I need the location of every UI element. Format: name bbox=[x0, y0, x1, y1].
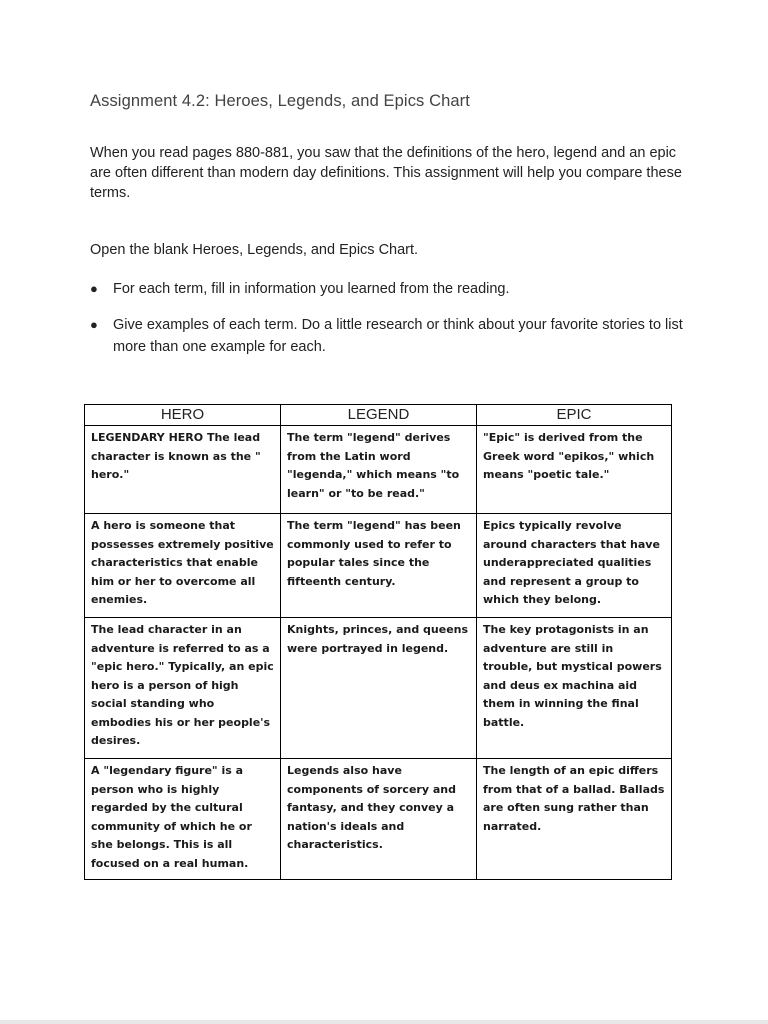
header-hero: HERO bbox=[85, 405, 281, 426]
table-row bbox=[85, 618, 672, 759]
legend-cell: The term "legend" derives from the Latin word "legenda," which means "to learn" or "to be read." bbox=[281, 426, 477, 514]
hero-cell: LEGENDARY HERO The lead character is known as the " hero." bbox=[85, 426, 281, 514]
header-legend: LEGEND bbox=[281, 405, 477, 426]
legend-cell: Legends also have components of sorcery and fantasy, and they convey a nation's ideals and characteristics. bbox=[281, 759, 477, 880]
instruction-list bbox=[90, 278, 690, 372]
epic-cell: The key protagonists in an adventure are still in trouble, but mystical powers and deus ex machina aid them in winning the final battle. bbox=[477, 618, 672, 759]
bullet-icon: ● bbox=[90, 317, 98, 332]
epic-cell: Epics typically revolve around characters that have underappreciated qualities and represent a group to which they belong. bbox=[477, 514, 672, 618]
bullet-text: For each term, fill in information you learned from the reading. bbox=[113, 281, 510, 297]
list-item bbox=[90, 278, 690, 300]
intro-paragraph: When you read pages 880-881, you saw that the definitions of the hero, legend and an epic are often different than modern day definitions. This assignment will help you compare these terms. bbox=[90, 145, 682, 201]
instruction-text: Open the blank Heroes, Legends, and Epics Chart. bbox=[90, 242, 419, 258]
epic-cell: "Epic" is derived from the Greek word "epikos," which means "poetic tale." bbox=[477, 426, 672, 514]
table-row bbox=[85, 514, 672, 618]
legend-cell: The term "legend" has been commonly used to refer to popular tales since the fifteenth century. bbox=[281, 514, 477, 618]
hero-cell: A "legendary figure" is a person who is highly regarded by the cultural community of which he or she belongs. This is all focused on a real human. bbox=[85, 759, 281, 880]
table-row bbox=[85, 759, 672, 880]
page-bottom-edge bbox=[0, 1020, 768, 1024]
legend-cell: Knights, princes, and queens were portrayed in legend. bbox=[281, 618, 477, 759]
bullet-icon: ● bbox=[90, 281, 98, 296]
heroes-legends-epics-table bbox=[84, 404, 672, 880]
header-epic: EPIC bbox=[477, 405, 672, 426]
epic-cell: The length of an epic differs from that of a ballad. Ballads are often sung rather than narrated. bbox=[477, 759, 672, 880]
hero-cell: The lead character in an adventure is referred to as a "epic hero." Typically, an epic hero is a person of high social standing who embodies his or her people's desires. bbox=[85, 618, 281, 759]
assignment-title: Assignment 4.2: Heroes, Legends, and Epics Chart bbox=[90, 92, 470, 110]
list-item bbox=[90, 314, 690, 358]
hero-cell: A hero is someone that possesses extremely positive characteristics that enable him or her to overcome all enemies. bbox=[85, 514, 281, 618]
table-row bbox=[85, 426, 672, 514]
bullet-text: Give examples of each term. Do a little research or think about your favorite stories to list more than one example for each. bbox=[113, 317, 683, 355]
table-header-row bbox=[85, 405, 672, 426]
